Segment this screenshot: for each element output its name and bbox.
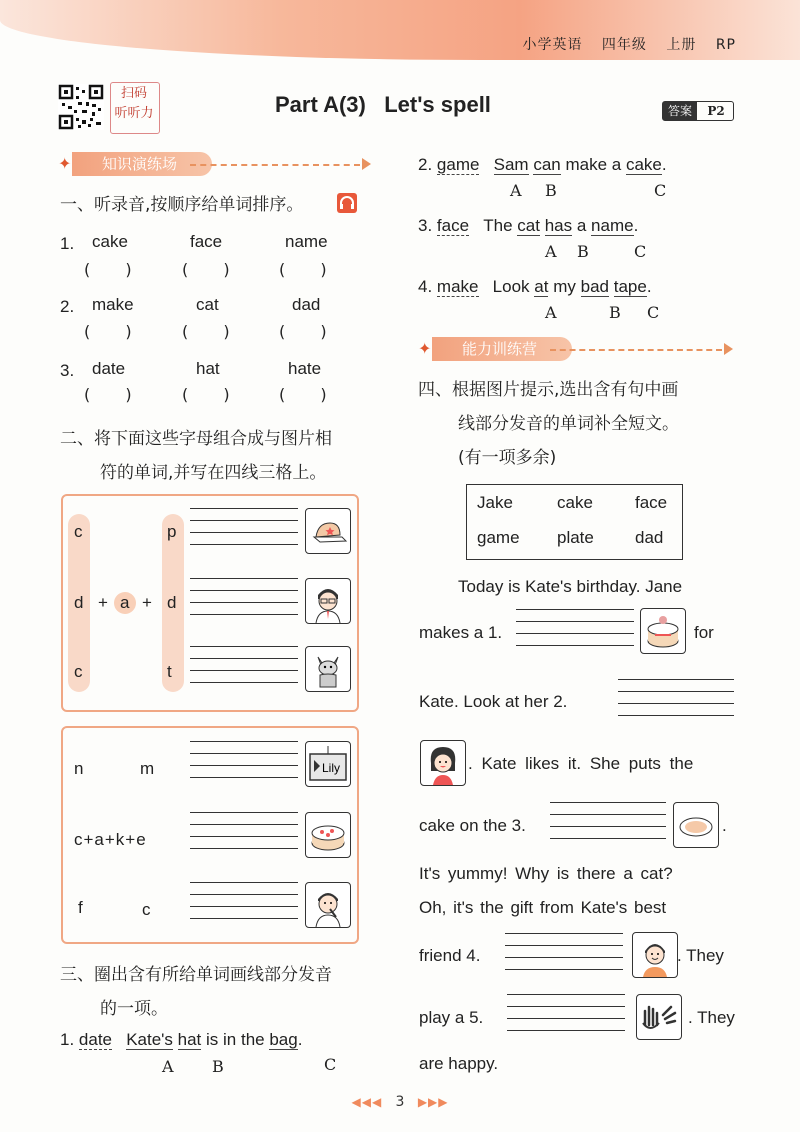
plate-icon	[673, 802, 719, 848]
scan-label	[112, 84, 156, 130]
answer-page: P2	[707, 104, 725, 118]
option-b-word: can	[533, 155, 561, 174]
sentence-text: a	[576, 216, 587, 235]
q3-item-3	[418, 216, 638, 236]
scan-label-1: 扫码	[120, 86, 147, 101]
option-c-word: name	[591, 216, 634, 235]
q1-num-2: 2.	[60, 297, 75, 316]
option-c[interactable]: C	[647, 303, 660, 322]
story-line: Oh, it's the gift from Kate's best	[419, 898, 667, 917]
option-a[interactable]: A	[510, 181, 522, 200]
word-bank-item: game	[477, 528, 520, 547]
letter: d	[167, 593, 177, 612]
hands-game-icon	[636, 994, 682, 1040]
option-a-word: cat	[517, 216, 540, 235]
q1-word: face	[190, 232, 223, 251]
q1-num-1: 1.	[60, 234, 75, 253]
key-word: make	[436, 277, 479, 296]
option-b[interactable]: B	[609, 303, 621, 322]
header-info	[508, 34, 736, 54]
grade: 四年级	[601, 37, 647, 53]
cap-icon	[305, 508, 351, 554]
q3-item-2	[418, 155, 667, 175]
cat-icon	[305, 646, 351, 692]
q3-instruction-2: 的一项。	[100, 999, 168, 1019]
letter: d	[74, 593, 84, 612]
q1-num-3: 3.	[60, 361, 75, 380]
letter: t	[167, 662, 172, 681]
option-b[interactable]: B	[545, 181, 557, 200]
story-line: Today is Kate's birthday. Jane	[458, 577, 683, 596]
letter: m	[140, 759, 155, 778]
letter: f	[78, 898, 83, 917]
word-bank-item: face	[635, 493, 668, 512]
item-num: 3.	[418, 216, 433, 235]
letter-a: a	[120, 593, 130, 612]
q2-instruction-2: 符的单词,并写在四线三格上。	[100, 463, 327, 483]
word-bank-item: dad	[635, 528, 664, 547]
story-line: friend 4.	[419, 946, 481, 965]
boy-face-icon	[632, 932, 678, 978]
banner-practice: 知识演练场	[72, 152, 212, 176]
sentence-text: The	[483, 216, 513, 235]
answer-label: 答案	[663, 102, 697, 120]
page-number: 3	[395, 1094, 405, 1110]
next-arrows-icon[interactable]: ▶▶▶	[417, 1095, 449, 1109]
option-c-word: tape	[613, 277, 647, 296]
banner-star-icon: ✦	[418, 339, 432, 358]
word-bank-item: cake	[557, 493, 593, 512]
story-line: It's yummy! Why is there a cat?	[419, 864, 673, 883]
q1-word: name	[285, 232, 328, 251]
answer-blank[interactable]: ( )	[84, 260, 132, 279]
sentence-text: make a	[565, 155, 622, 174]
sentence-text: my	[553, 277, 576, 296]
banner-star-icon: ✦	[58, 154, 72, 173]
answer-blank[interactable]: ( )	[182, 260, 230, 279]
answer-blank[interactable]: ( )	[84, 385, 132, 404]
item-num: 2.	[418, 155, 433, 174]
q4-instruction: 四、根据图片提示,选出含有句中画	[418, 380, 679, 400]
answer-blank[interactable]: ( )	[182, 322, 230, 341]
option-b-word: has	[544, 216, 573, 235]
subject: 小学英语	[522, 37, 583, 53]
edition: RP	[715, 37, 736, 53]
word-bank-item: Jake	[477, 493, 513, 512]
option-a-word: Sam	[493, 155, 529, 174]
plus-sign: +	[98, 593, 108, 612]
option-c-word: bag	[269, 1030, 298, 1049]
option-a[interactable]: A	[545, 303, 557, 322]
letter: c	[74, 662, 83, 681]
story-line: makes a 1.	[419, 623, 503, 642]
option-c-word: cake	[625, 155, 662, 174]
answer-blank[interactable]: ( )	[84, 322, 132, 341]
q1-instruction: 一、听录音,按顺序给单词排序。	[60, 195, 304, 215]
name-tag-text: Lily	[322, 761, 341, 775]
story-line: . They	[688, 1008, 735, 1027]
key-word: face	[436, 216, 470, 235]
name-tag-icon	[305, 741, 351, 787]
plus-sign: +	[142, 593, 152, 612]
headphone-icon[interactable]	[337, 193, 357, 213]
option-c[interactable]: C	[654, 181, 667, 200]
sentence-end: .	[297, 1030, 303, 1049]
q3-instruction: 三、圈出含有所给单词画线部分发音	[60, 965, 332, 985]
letter: p	[167, 522, 177, 541]
letter: c	[142, 900, 151, 919]
answer-badge[interactable]	[662, 101, 734, 121]
arrow-right-icon	[724, 343, 733, 355]
letter: c	[74, 522, 83, 541]
sentence-text: is in the	[206, 1030, 265, 1049]
cake-icon	[305, 812, 351, 858]
item-num: 4.	[418, 277, 433, 296]
man-icon	[305, 578, 351, 624]
sentence-end: .	[646, 277, 652, 296]
arrow-right-icon	[362, 158, 371, 170]
option-b-word: hat	[177, 1030, 202, 1049]
option-a-word: Kate's	[126, 1030, 173, 1049]
q4-instruction-2: 线部分发音的单词补全短文。	[458, 414, 679, 434]
qr-code-icon[interactable]	[58, 84, 104, 130]
q1-word: cat	[196, 295, 219, 314]
story-line: . They	[677, 946, 724, 965]
q2-instruction: 二、将下面这些字母组合成与图片相	[60, 429, 332, 449]
option-c[interactable]: C	[634, 242, 647, 261]
sentence-end: .	[661, 155, 667, 174]
sentence-end: .	[633, 216, 639, 235]
q1-word: hate	[288, 359, 322, 378]
cake-icon	[640, 608, 686, 654]
answer-blank[interactable]: ( )	[279, 260, 327, 279]
option-a-word: at	[534, 277, 549, 296]
divider	[190, 164, 360, 166]
option-c[interactable]: C	[324, 1055, 337, 1074]
story-line: Kate. Look at her 2.	[419, 692, 568, 711]
option-b-word: bad	[580, 277, 609, 296]
option-a[interactable]: A	[545, 242, 557, 261]
word-bank-item: plate	[557, 528, 594, 547]
page-footer	[0, 1094, 800, 1110]
answer-blank[interactable]: ( )	[182, 385, 230, 404]
page-title: Part A(3) Let's spell	[275, 92, 491, 117]
prev-arrows-icon[interactable]: ◀◀◀	[351, 1095, 383, 1109]
banner-training: 能力训练营	[432, 337, 572, 361]
q1-word: hat	[196, 359, 220, 378]
term: 上册	[666, 37, 697, 53]
option-b[interactable]: B	[212, 1057, 224, 1076]
q1-word: date	[92, 359, 126, 378]
answer-blank[interactable]: ( )	[279, 385, 327, 404]
girl-face-icon	[420, 740, 466, 786]
q1-word: make	[92, 295, 134, 314]
q3-item-1	[60, 1030, 302, 1050]
word-bank	[466, 484, 683, 560]
item-num: 1.	[60, 1030, 75, 1049]
story-line: cake on the 3.	[419, 816, 526, 835]
option-a[interactable]: A	[162, 1057, 174, 1076]
sentence-text: Look	[492, 277, 530, 296]
face-icon	[305, 882, 351, 928]
story-line: .	[722, 816, 727, 835]
scan-label-2: 听听力	[114, 106, 154, 121]
divider	[550, 349, 722, 351]
option-b[interactable]: B	[577, 242, 589, 261]
letter: n	[74, 759, 84, 778]
letter-combo: c+a+k+e	[74, 830, 147, 849]
key-word: game	[436, 155, 480, 174]
answer-blank[interactable]: ( )	[279, 322, 327, 341]
key-word: date	[78, 1030, 113, 1049]
story-line: play a 5.	[419, 1008, 484, 1027]
story-line: are happy.	[419, 1054, 499, 1073]
story-line: . Kate likes it. She puts the	[468, 754, 694, 773]
q1-word: dad	[292, 295, 321, 314]
q4-instruction-3: (有一项多余)	[458, 448, 557, 468]
story-line: for	[694, 623, 714, 642]
q3-item-4	[418, 277, 652, 297]
q1-word: cake	[92, 232, 128, 251]
